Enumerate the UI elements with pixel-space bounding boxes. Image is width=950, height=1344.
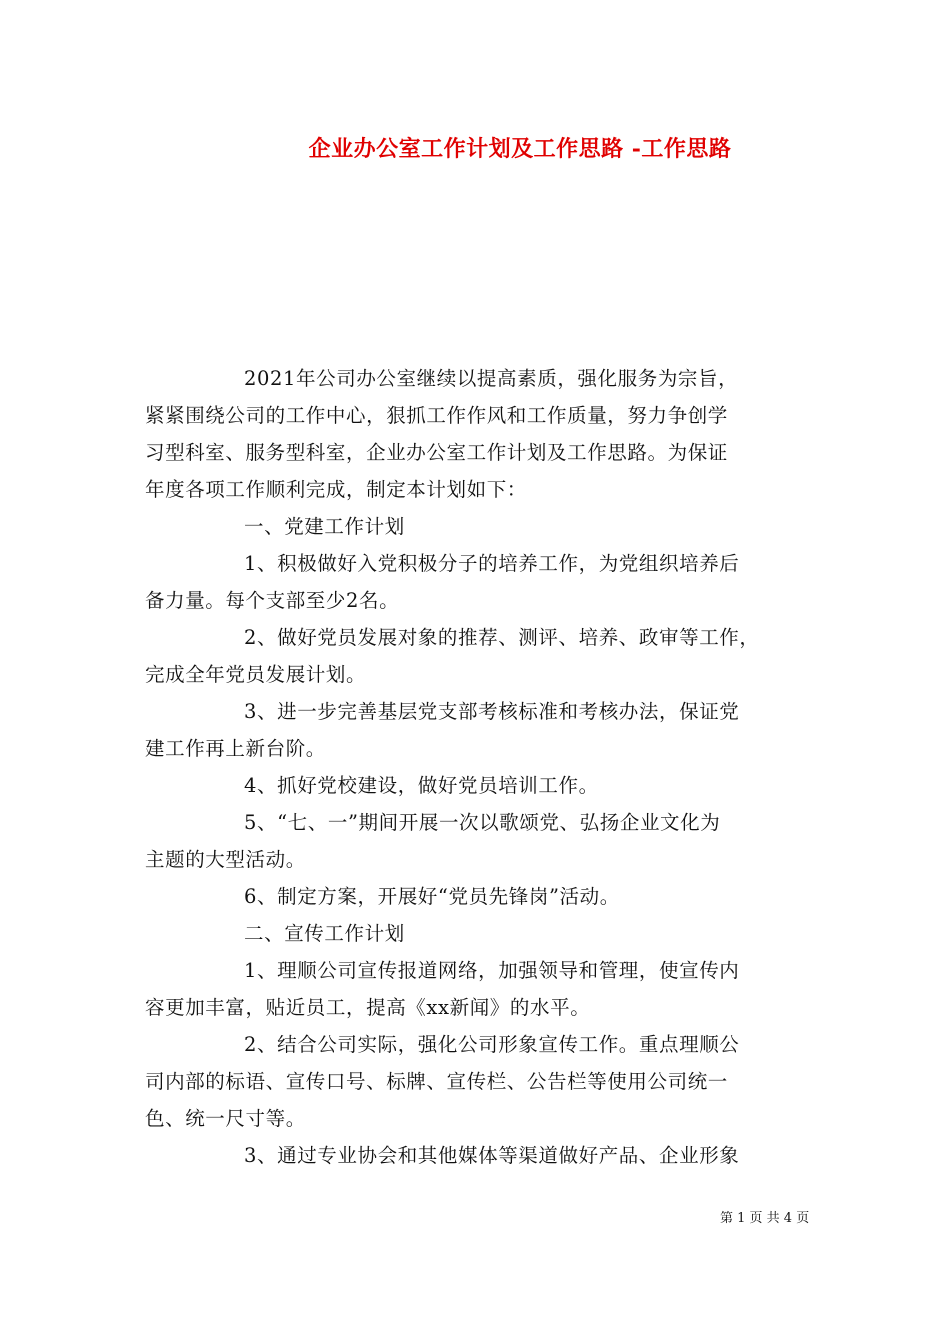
text-line: 6、制定方案，开展好“党员先锋岗”活动。 [244, 885, 620, 908]
document-body [145, 360, 811, 1174]
text-line: 5、“七、一”期间开展一次以歌颂党、弘扬企业文化为 [244, 811, 721, 834]
text-line: 1、积极做好入党积极分子的培养工作，为党组织培养后 [244, 552, 740, 575]
text-line: 2、结合公司实际，强化公司形象宣传工作。重点理顺公 [244, 1033, 740, 1056]
text-line: 二、宣传工作计划 [244, 922, 405, 945]
text-line: 主题的大型活动。 [145, 848, 306, 871]
text-line: 一、党建工作计划 [244, 515, 405, 538]
text-line: 完成全年党员发展计划。 [145, 663, 367, 686]
text-line: 备力量。每个支部至少2名。 [145, 589, 400, 612]
text-line: 容更加丰富，贴近员工，提高《xx新闻》的水平。 [145, 996, 591, 1019]
text-line: 3、通过专业协会和其他媒体等渠道做好产品、企业形象 [244, 1144, 740, 1167]
text-line: 习型科室、服务型科室，企业办公室工作计划及工作思路。为保证 [145, 441, 728, 464]
text-line: 4、抓好党校建设，做好党员培训工作。 [244, 774, 599, 797]
page-number-footer: 第 1 页 共 4 页 [720, 1211, 810, 1226]
text-line: 建工作再上新台阶。 [145, 737, 326, 760]
text-line: 司内部的标语、宣传口号、标牌、宣传栏、公告栏等使用公司统一 [145, 1070, 728, 1093]
text-line: 色、统一尺寸等。 [145, 1107, 306, 1130]
text-line: 紧紧围绕公司的工作中心，狠抓工作作风和工作质量，努力争创学 [145, 404, 728, 427]
document-title: 企业办公室工作计划及工作思路 -工作思路 [308, 136, 732, 162]
text-line: 年度各项工作顺利完成，制定本计划如下： [145, 478, 527, 501]
text-line: 1、理顺公司宣传报道网络，加强领导和管理，使宣传内 [244, 959, 740, 982]
text-line: 2021年公司办公室继续以提高素质，强化服务为宗旨， [244, 367, 739, 390]
text-line: 2、做好党员发展对象的推荐、测评、培养、政审等工作， [244, 626, 760, 649]
text-line: 3、进一步完善基层党支部考核标准和考核办法，保证党 [244, 700, 740, 723]
